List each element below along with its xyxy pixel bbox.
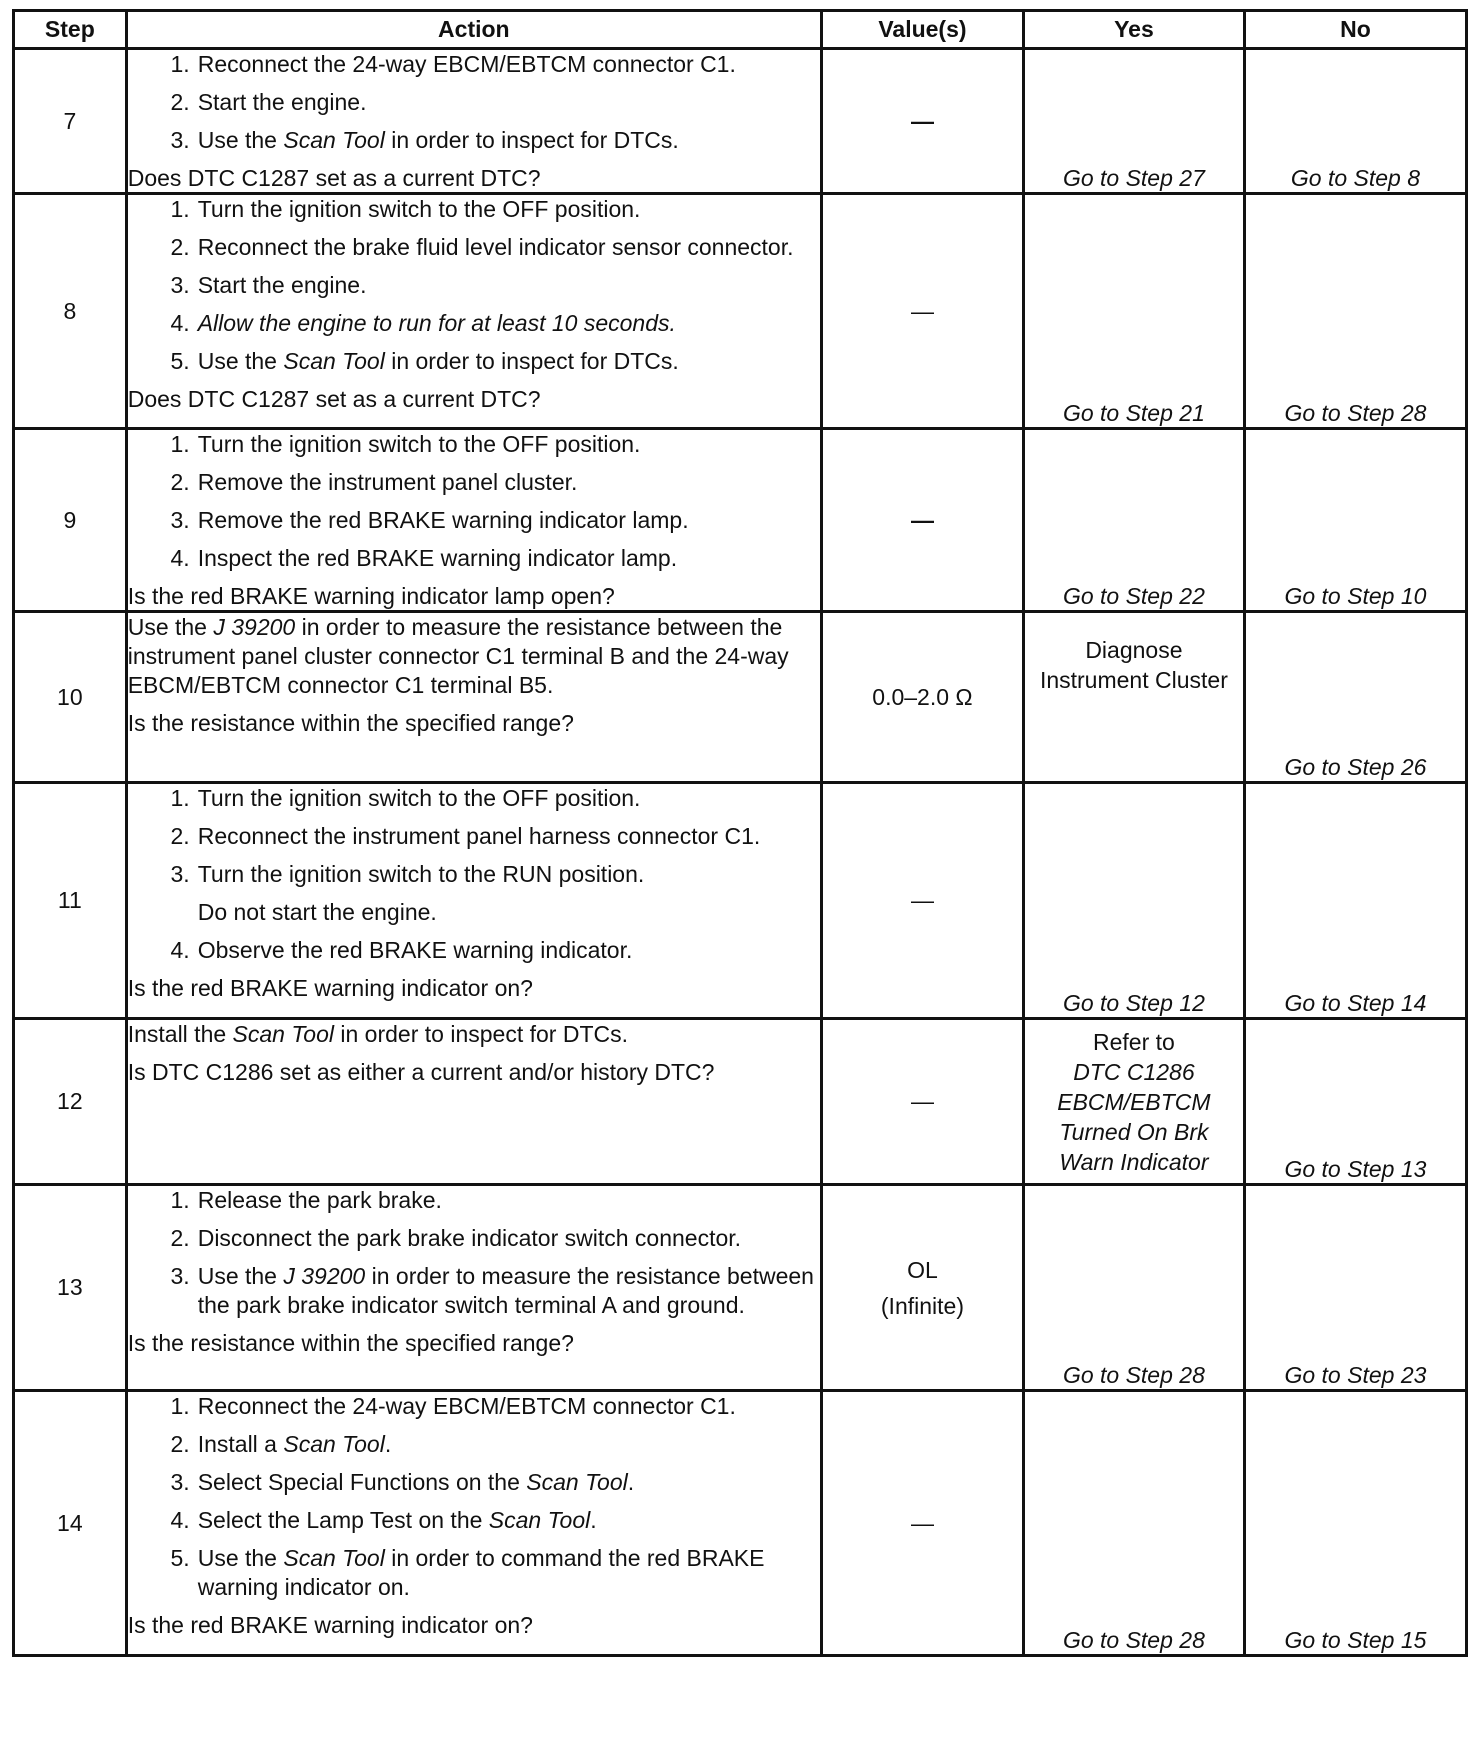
value-cell: — <box>821 783 1023 1019</box>
action-question: Is the red BRAKE warning indicator lamp open? <box>127 583 615 609</box>
list-item: 2. Remove the instrument panel cluster. <box>170 469 578 495</box>
list-item: 4. Observe the red BRAKE warning indicator. <box>170 937 633 963</box>
header-step: Step <box>14 11 127 49</box>
list-item: 4. Allow the engine to run for at least 10 seconds. <box>170 310 676 336</box>
list-item: 3. Start the engine. <box>170 272 367 298</box>
action-question: Is the red BRAKE warning indicator on? <box>127 1612 533 1638</box>
no-result: Go to Step 13 <box>1244 1019 1466 1185</box>
action-question: Is DTC C1286 set as either a current and/or history DTC? <box>127 1059 715 1085</box>
no-result: Go to Step 10 <box>1244 429 1466 612</box>
list-item: 2. Reconnect the instrument panel harness connector C1. <box>170 823 761 849</box>
value-cell: — <box>821 194 1023 429</box>
header-action: Action <box>126 11 821 49</box>
list-item: 3. Select Special Functions on the Scan Tool. <box>170 1469 635 1495</box>
list-item: 5. Use the Scan Tool in order to inspect for DTCs. <box>170 348 679 374</box>
list-item: 4. Select the Lamp Test on the Scan Tool. <box>170 1507 597 1533</box>
list-item: 4. Inspect the red BRAKE warning indicator lamp. <box>170 545 678 571</box>
action-question: Is the resistance within the specified range? <box>127 1330 574 1356</box>
no-result: Go to Step 14 <box>1244 783 1466 1019</box>
no-result: Go to Step 8 <box>1244 49 1466 194</box>
action-list <box>128 195 820 376</box>
table-row <box>14 1391 1467 1656</box>
action-list <box>128 430 820 573</box>
action-question: Is the resistance within the specified range? <box>127 710 574 736</box>
yes-result: Go to Step 27 <box>1023 49 1244 194</box>
table-row <box>14 1019 1467 1185</box>
value-cell: — <box>821 429 1023 612</box>
list-item: 2. Reconnect the brake fluid level indicator sensor connector. <box>170 234 794 260</box>
step-number: 11 <box>14 783 127 1019</box>
header-no: No <box>1244 11 1466 49</box>
list-item: 1. Turn the ignition switch to the OFF position. <box>170 785 641 811</box>
action-cell <box>126 1391 821 1656</box>
action-question: Does DTC C1287 set as a current DTC? <box>127 386 541 412</box>
value-cell: 0.0–2.0 Ω <box>821 612 1023 783</box>
action-paragraph: Install the Scan Tool in order to inspect for DTCs. <box>127 1021 628 1047</box>
table-row <box>14 612 1467 783</box>
list-item: 2. Start the engine. <box>170 89 367 115</box>
list-item: 2. Install a Scan Tool. <box>170 1431 392 1457</box>
list-item: 3. Remove the red BRAKE warning indicator lamp. <box>170 507 689 533</box>
step-number: 9 <box>14 429 127 612</box>
list-item: 3. Turn the ignition switch to the RUN position. <box>170 861 645 887</box>
step-number: 12 <box>14 1019 127 1185</box>
table-header-row <box>14 11 1467 49</box>
yes-result: Go to Step 28 <box>1023 1391 1244 1656</box>
header-values: Value(s) <box>821 11 1023 49</box>
no-result: Go to Step 23 <box>1244 1185 1466 1391</box>
table-row <box>14 1185 1467 1391</box>
yes-result: Go to Step 12 <box>1023 783 1244 1019</box>
action-cell <box>126 1185 821 1391</box>
step-number: 10 <box>14 612 127 783</box>
value-cell: — <box>821 49 1023 194</box>
yes-result: Go to Step 22 <box>1023 429 1244 612</box>
action-list <box>128 936 820 965</box>
yes-result: Diagnose Instrument Cluster <box>1023 612 1244 783</box>
table-row <box>14 429 1467 612</box>
action-question: Does DTC C1287 set as a current DTC? <box>127 165 541 191</box>
action-paragraph: Use the J 39200 in order to measure the resistance between the instrument panel cluster connector C1 terminal B and the 24-way EBCM/EBTCM connector C1 terminal B5. <box>127 614 789 698</box>
action-list <box>128 1186 820 1320</box>
table-row <box>14 194 1467 429</box>
diagnostic-table-sheet <box>12 9 1468 1657</box>
yes-result: Go to Step 21 <box>1023 194 1244 429</box>
value-cell: OL (Infinite) <box>821 1185 1023 1391</box>
list-item: 2. Disconnect the park brake indicator switch connector. <box>170 1225 742 1251</box>
list-item: 1. Turn the ignition switch to the OFF position. <box>170 196 641 222</box>
yes-result: Refer to DTC C1286 EBCM/EBTCM Turned On Brk Warn Indicator <box>1023 1019 1244 1185</box>
diagnostic-procedure-table <box>12 9 1468 1657</box>
action-cell <box>126 429 821 612</box>
list-item: 3. Use the J 39200 in order to measure the resistance between the park brake indicator switch terminal A and ground. <box>170 1263 814 1318</box>
action-list <box>128 1392 820 1602</box>
action-cell <box>126 49 821 194</box>
action-list <box>128 50 820 155</box>
action-cell <box>126 194 821 429</box>
step-number: 8 <box>14 194 127 429</box>
value-cell: — <box>821 1391 1023 1656</box>
table-row <box>14 783 1467 1019</box>
list-item: 1. Reconnect the 24-way EBCM/EBTCM connector C1. <box>170 51 736 77</box>
action-cell <box>126 1019 821 1185</box>
list-item: 3. Use the Scan Tool in order to inspect for DTCs. <box>170 127 679 153</box>
no-result: Go to Step 26 <box>1244 612 1466 783</box>
step-number: 13 <box>14 1185 127 1391</box>
no-result: Go to Step 15 <box>1244 1391 1466 1656</box>
action-cell <box>126 783 821 1019</box>
step-number: 7 <box>14 49 127 194</box>
list-item: 1. Reconnect the 24-way EBCM/EBTCM connector C1. <box>170 1393 736 1419</box>
action-cell <box>126 612 821 783</box>
list-item: 5. Use the Scan Tool in order to command the red BRAKE warning indicator on. <box>170 1545 765 1600</box>
value-cell: — <box>821 1019 1023 1185</box>
yes-result: Go to Step 28 <box>1023 1185 1244 1391</box>
action-note: Do not start the engine. <box>197 899 437 925</box>
list-item: 1. Release the park brake. <box>170 1187 442 1213</box>
header-yes: Yes <box>1023 11 1244 49</box>
no-result: Go to Step 28 <box>1244 194 1466 429</box>
action-question: Is the red BRAKE warning indicator on? <box>127 975 533 1001</box>
table-row <box>14 49 1467 194</box>
step-number: 14 <box>14 1391 127 1656</box>
action-list <box>128 784 820 889</box>
list-item: 1. Turn the ignition switch to the OFF position. <box>170 431 641 457</box>
